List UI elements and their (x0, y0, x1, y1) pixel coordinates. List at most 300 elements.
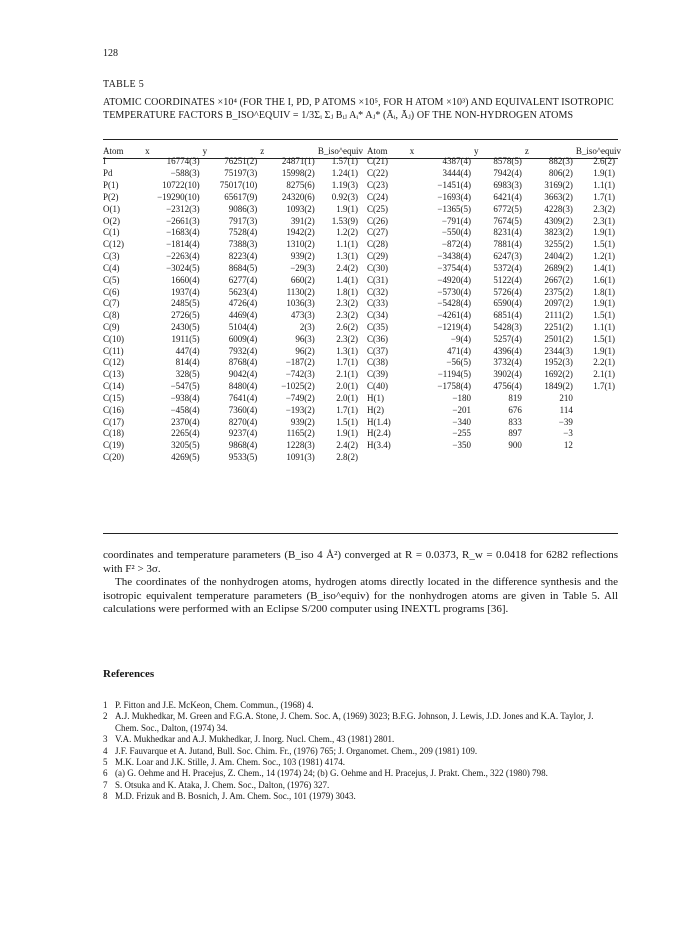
table-cell: 2.3(2) (336, 310, 358, 321)
table-cell: 65617(9) (224, 191, 258, 202)
table-cell: 1.9(1) (336, 203, 358, 214)
table-cell: 2.3(2) (336, 298, 358, 309)
reference-item (103, 780, 618, 791)
table-cell: I (103, 156, 106, 167)
table-cell: 8231(4) (493, 227, 522, 238)
column-header: Atom (367, 146, 388, 156)
table-cell: 391(2) (290, 215, 315, 226)
table-cell: C(12) (103, 357, 124, 368)
table-cell: C(17) (103, 416, 124, 427)
table-caption: ATOMIC COORDINATES ×10⁴ (FOR THE I, PD, P ATOMS ×10⁵, FOR H ATOM ×10³) AND EQUIVALENT ISOTROPIC TEMPERATURE FACTORS B_ISO^EQUIV = 1/3Σᵢ Σⱼ Bᵢⱼ Aᵢ* Aⱼ* (Āᵢ, Āⱼ) OF THE NON-HYDROGEN ATOMS (103, 97, 614, 121)
table-cell: −1194(5) (437, 369, 471, 380)
reference-text: M.D. Frizuk and B. Bosnich, J. Am. Chem. Soc., 101 (1979) 3043. (115, 791, 356, 802)
table-cell: −56(5) (446, 357, 471, 368)
table-cell: 1.53(9) (331, 215, 358, 226)
table-cell (576, 428, 618, 440)
reference-text: P. Fitton and J.E. McKeon, Chem. Commun., (1968) 4. (115, 700, 314, 710)
table-cell: −5730(4) (437, 286, 471, 297)
table-cell: 2097(2) (544, 298, 573, 309)
table-row (103, 262, 618, 274)
table-cell: −938(4) (170, 392, 200, 403)
table-cell (525, 452, 576, 464)
table-cell: 897 (508, 428, 522, 439)
table-cell: 1.5(1) (593, 310, 615, 321)
table-cell: 7674(5) (493, 215, 522, 226)
table-cell: C(24) (367, 191, 388, 202)
table-cell: 2251(2) (544, 322, 573, 332)
table-cell: H(1) (367, 392, 384, 403)
table-cell: 4756(4) (493, 381, 522, 392)
table-cell: −1025(2) (281, 381, 315, 392)
table-row (103, 322, 618, 334)
table-cell: H(2.4) (367, 428, 391, 439)
table-row (103, 416, 618, 428)
table-cell: 1.8(1) (593, 286, 615, 297)
table-cell: 1.7(1) (593, 191, 615, 202)
table-cell: C(9) (103, 322, 120, 332)
table-cell: 75017(10) (219, 180, 258, 191)
table-cell: 1.24(1) (331, 168, 358, 179)
table-cell: 2265(4) (171, 428, 200, 439)
table-cell: −1365(5) (437, 203, 471, 214)
table-cell: C(8) (103, 310, 120, 321)
reference-number: 4 (103, 745, 108, 756)
table-cell: −2661(3) (166, 215, 200, 226)
table-cell: 6421(4) (493, 191, 522, 202)
table-cell: 2501(2) (544, 333, 573, 344)
table-row (103, 357, 618, 369)
table-cell: −340 (452, 416, 471, 427)
table-cell: C(22) (367, 168, 388, 179)
table-row (103, 393, 618, 405)
table-cell: 1692(2) (544, 369, 573, 380)
table-cell: 9042(4) (228, 369, 258, 380)
table-cell: 4726(4) (228, 298, 258, 309)
reference-number: 6 (103, 768, 108, 779)
table-cell: 1.1(1) (593, 322, 615, 332)
table-cell: −550(4) (441, 227, 471, 238)
table-cell: C(14) (103, 381, 124, 392)
table-cell: 900 (508, 440, 522, 451)
table-cell: 1228(3) (286, 440, 315, 451)
table-cell: 9868(4) (228, 440, 258, 451)
table-row (103, 381, 618, 393)
table-cell: C(27) (367, 227, 388, 238)
table-cell: 8223(4) (228, 251, 258, 262)
table-cell: 2485(5) (171, 298, 200, 309)
table-cell: 806(2) (548, 168, 573, 179)
table-cell: 471(4) (446, 345, 471, 356)
table-row (103, 239, 618, 251)
table-cell: 1.5(1) (336, 416, 358, 427)
table-cell: −1683(4) (166, 227, 200, 238)
table-cell: C(39) (367, 369, 388, 380)
table-cell: 2430(5) (171, 322, 200, 332)
table-cell: 75197(3) (224, 168, 258, 179)
table-cell: C(23) (367, 180, 388, 191)
table-cell: 1660(4) (171, 274, 200, 285)
table-cell: 1.3(1) (336, 345, 358, 356)
table-cell: 9533(5) (228, 452, 258, 463)
table-row (103, 452, 618, 464)
table-cell: 1093(2) (286, 203, 315, 214)
table-cell: −201 (452, 404, 471, 415)
table-cell: 6983(3) (493, 180, 522, 191)
table-cell: 2667(2) (544, 274, 573, 285)
table-row (103, 310, 618, 322)
table-cell: −39 (558, 416, 573, 427)
table-cell: −5428(4) (437, 298, 471, 309)
table-cell: 1130(2) (286, 286, 315, 297)
table-cell: 4469(4) (228, 310, 258, 321)
table-cell: P(1) (103, 180, 119, 191)
table-cell: 2726(5) (171, 310, 200, 321)
column-header: y (473, 146, 479, 156)
table-cell: H(3.4) (367, 440, 391, 451)
reference-text: M.K. Loar and J.K. Stille, J. Am. Chem. Soc., 103 (1981) 4174. (115, 757, 345, 768)
body-paragraph: coordinates and temperature parameters (B_iso 4 Å²) converged at R = 0.0373, R_w = 0.0418 for 6282 reflections with F² > 3σ. (103, 549, 618, 575)
table-cell: −3754(4) (437, 262, 471, 273)
table-cell: 76251(2) (224, 156, 258, 167)
table-cell: −1814(4) (166, 239, 200, 250)
table-row (103, 345, 618, 357)
table-cell: 1.2(1) (593, 251, 615, 262)
table-cell: 4269(5) (171, 452, 200, 463)
table-cell: H(1.4) (367, 416, 391, 427)
table-cell: 3823(2) (544, 227, 573, 238)
reference-item (103, 791, 618, 802)
table-row (103, 298, 618, 310)
table-cell: 1.8(1) (336, 286, 358, 297)
table-cell: C(12) (103, 239, 124, 250)
table-cell: 2.3(2) (336, 333, 358, 344)
page-number: 128 (103, 48, 118, 59)
table-cell: 660(2) (290, 274, 315, 285)
table-cell: −19290(10) (157, 191, 200, 202)
table-cell: −749(2) (285, 392, 315, 403)
table-cell: 1937(4) (171, 286, 200, 297)
table-cell: C(3) (103, 251, 120, 262)
table-cell: 7881(4) (493, 239, 522, 250)
table-cell: 1849(2) (544, 381, 573, 392)
table-cell (361, 452, 410, 464)
table-cell: 1.5(1) (593, 333, 615, 344)
table-header-row (103, 142, 618, 156)
table-cell: 328(5) (175, 369, 200, 380)
reference-item (103, 734, 618, 745)
table-cell: 6277(4) (228, 274, 258, 285)
table-cell: 5104(4) (228, 322, 258, 332)
table-cell: 2.4(2) (336, 262, 358, 273)
table-cell: −187(2) (285, 357, 315, 368)
reference-item (103, 700, 618, 711)
table-cell: 1.9(1) (593, 298, 615, 309)
table-cell (474, 452, 525, 464)
table-cell: 833 (508, 416, 522, 427)
table-cell: 2.1(1) (593, 369, 615, 380)
table-row (103, 203, 618, 215)
table-cell: −350 (452, 440, 471, 451)
table-cell: C(32) (367, 286, 388, 297)
table-cell: 2375(2) (544, 286, 573, 297)
table-cell: −9(4) (450, 333, 471, 344)
table-cell: −180 (452, 392, 471, 403)
table-top-rule (103, 139, 618, 140)
table-row (103, 227, 618, 239)
reference-number: 5 (103, 757, 108, 768)
table-cell: 5257(4) (493, 333, 522, 344)
reference-item (103, 757, 618, 768)
table-cell: 7641(4) (228, 392, 258, 403)
reference-number: 3 (103, 734, 108, 745)
table-cell: −458(4) (170, 404, 200, 415)
table-row (103, 428, 618, 440)
table-cell: 1.19(3) (331, 180, 358, 191)
table-cell: 939(2) (290, 251, 315, 262)
reference-item (103, 768, 618, 779)
reference-text: (a) G. Oehme and H. Pracejus, Z. Chem., 14 (1974) 24; (b) G. Oehme and H. Pracejus, J. Prakt. Chem., 322 (1980) 798. (115, 768, 548, 779)
column-header: z (524, 146, 529, 156)
table-label: TABLE 5 (103, 79, 145, 90)
table-cell: 1.57(1) (331, 156, 358, 167)
table-cell: 9086(3) (228, 203, 258, 214)
body-text (103, 549, 618, 617)
table-cell: 1.1(1) (336, 239, 358, 250)
table-cell: 2.6(2) (336, 322, 358, 332)
table-cell: −1219(4) (437, 322, 471, 332)
table-bottom-rule (103, 533, 618, 534)
table-cell: 2.0(1) (336, 381, 358, 392)
atomic-coordinates-table (103, 142, 622, 464)
table-cell: 473(3) (290, 310, 315, 321)
table-cell: −1693(4) (437, 191, 471, 202)
table-cell: C(38) (367, 357, 388, 368)
table-cell: 5726(4) (493, 286, 522, 297)
table-cell: −1758(4) (437, 381, 471, 392)
table-cell: C(34) (367, 310, 388, 321)
table-cell: 24871(1) (281, 156, 315, 167)
column-header: x (409, 146, 415, 156)
table-cell: 939(2) (290, 416, 315, 427)
table-cell: 814(4) (175, 357, 200, 368)
table-cell: 6009(4) (228, 333, 258, 344)
table-cell: −742(3) (285, 369, 315, 380)
table-cell: 1.6(1) (593, 274, 615, 285)
table-cell: 2.3(1) (593, 215, 615, 226)
table-cell: 9237(4) (228, 428, 258, 439)
table-cell: 1.4(1) (593, 262, 615, 273)
table-cell: C(20) (103, 452, 124, 463)
table-cell: 1.7(1) (336, 404, 358, 415)
table-cell: 5372(4) (493, 262, 522, 273)
table-cell: 1.1(1) (593, 180, 615, 191)
table-cell: −4261(4) (437, 310, 471, 321)
reference-text: S. Otsuka and K. Ataka, J. Chem. Soc., Dalton, (1976) 327. (115, 779, 330, 790)
table-cell: 2.8(2) (336, 452, 358, 463)
table-cell (576, 452, 618, 464)
table-cell: 5623(4) (228, 286, 258, 297)
table-cell: 1.2(2) (336, 227, 358, 238)
table-cell: 1.9(1) (593, 227, 615, 238)
table-cell: 1.7(1) (593, 381, 615, 392)
table-cell: C(19) (103, 440, 124, 451)
table-cell: C(35) (367, 322, 388, 332)
table-cell: 1.9(1) (593, 345, 615, 356)
table-cell (576, 416, 618, 428)
table-cell: 2111(2) (545, 310, 573, 321)
table-cell: −255 (452, 428, 471, 439)
table-cell: P(2) (103, 191, 119, 202)
reference-number: 7 (103, 779, 108, 790)
table-cell: 6772(5) (493, 203, 522, 214)
table-cell: 4396(4) (493, 345, 522, 356)
reference-item (103, 711, 618, 734)
table-cell: −872(4) (441, 239, 471, 250)
table-cell: 1.9(1) (336, 428, 358, 439)
table-cell: C(1) (103, 227, 120, 238)
table-cell: C(15) (103, 392, 124, 403)
table-cell: 7360(4) (228, 404, 258, 415)
table-cell: 5122(4) (493, 274, 522, 285)
table-cell: 2370(4) (171, 416, 200, 427)
reference-number: 2 (103, 711, 108, 722)
table-cell: 3169(2) (544, 180, 573, 191)
reference-text: J.F. Fauvarque et A. Jutand, Bull. Soc. Chim. Fr., (1976) 765; J. Organomet. Chem., 209 (1981) 109. (115, 745, 478, 756)
table-cell: 2.2(1) (593, 357, 615, 368)
table-cell: C(29) (367, 251, 388, 262)
table-cell: 1.7(1) (336, 357, 358, 368)
table-cell: 2.1(1) (336, 369, 358, 380)
table-cell: 6851(4) (493, 310, 522, 321)
column-header: B_iso^equiv (317, 146, 364, 156)
table-cell: 15998(2) (281, 168, 315, 179)
references-heading: References (103, 668, 155, 680)
table-cell: 7917(3) (228, 215, 258, 226)
table-cell: 2.4(2) (336, 440, 358, 451)
column-header: y (202, 146, 208, 156)
table-cell: −3024(5) (166, 262, 200, 273)
table-cell: 2.3(2) (593, 203, 615, 214)
table-row (103, 180, 618, 192)
table-row (103, 168, 618, 180)
table-cell: 96(2) (295, 345, 315, 356)
table-cell: −588(3) (170, 168, 200, 179)
table-row (103, 440, 618, 452)
table-cell: C(31) (367, 274, 388, 285)
table-cell: 676 (508, 404, 522, 415)
table-cell: 2344(3) (544, 345, 573, 356)
table-cell: 8578(5) (493, 156, 522, 167)
table-cell (576, 404, 618, 416)
table-cell: C(4) (103, 262, 120, 273)
table-cell: Pd (103, 168, 113, 179)
table-cell: 882(3) (548, 156, 573, 167)
table-cell: C(25) (367, 203, 388, 214)
table-cell: C(36) (367, 333, 388, 344)
table-cell: −1451(4) (437, 180, 471, 191)
table-row (103, 274, 618, 286)
table-cell: 24320(6) (281, 191, 315, 202)
table-cell (410, 452, 474, 464)
reference-text: A.J. Mukhedkar, M. Green and F.G.A. Stone, J. Chem. Soc. A, (1969) 3023; B.F.G. Johnson, J. Lewis, J.D. Jones and K.A. Taylor, J. Chem. Soc., Dalton, (1974) 34. (115, 711, 594, 733)
table-cell: 3732(4) (493, 357, 522, 368)
table-cell: C(30) (367, 262, 388, 273)
table-cell: 1165(2) (286, 428, 315, 439)
column-header: Atom (103, 146, 124, 156)
table-row (103, 251, 618, 263)
table-cell: 6247(3) (493, 251, 522, 262)
table-cell: 10722(10) (162, 180, 200, 191)
table-cell: 7528(4) (228, 227, 258, 238)
table-cell: 114 (559, 404, 573, 415)
table-cell: 1310(2) (286, 239, 315, 250)
table-row (103, 369, 618, 381)
table-cell: 0.92(3) (331, 191, 358, 202)
table-cell: −2263(4) (166, 251, 200, 262)
column-header: x (145, 146, 150, 156)
table-row (103, 156, 618, 168)
table-cell: 1091(3) (286, 452, 315, 463)
table-cell: C(26) (367, 215, 388, 226)
table-row (103, 404, 618, 416)
table-cell: −4920(4) (437, 274, 471, 285)
table-cell: C(6) (103, 286, 120, 297)
table-cell: 7942(4) (493, 168, 522, 179)
table-cell: 6590(4) (493, 298, 522, 309)
table-cell: 1911(5) (171, 333, 200, 344)
table-cell: 1036(3) (286, 298, 315, 309)
table-cell: 2(3) (299, 322, 315, 332)
table-cell: 8768(4) (228, 357, 258, 368)
table-cell: C(10) (103, 333, 124, 344)
reference-number: 1 (103, 700, 108, 710)
table-cell (576, 393, 618, 405)
table-cell: 819 (508, 392, 522, 403)
table-cell: C(33) (367, 298, 388, 309)
table-cell: 5428(3) (493, 322, 522, 332)
table-cell: C(11) (103, 345, 124, 356)
table-cell: 3205(5) (171, 440, 200, 451)
table-cell: 2.6(2) (593, 156, 615, 167)
table-cell: 3663(2) (544, 191, 573, 202)
reference-item (103, 746, 618, 757)
table-row (103, 191, 618, 203)
table-cell: −3 (563, 428, 573, 439)
table-cell: C(18) (103, 428, 124, 439)
table-cell: 4309(2) (544, 215, 573, 226)
table-cell: C(16) (103, 404, 124, 415)
table-cell: −29(3) (290, 262, 315, 273)
table-cell: 3444(4) (442, 168, 471, 179)
table-cell: 7932(4) (228, 345, 258, 356)
table-cell: 210 (559, 392, 573, 403)
table-cell: 8684(5) (228, 262, 258, 273)
table-cell: 8270(4) (228, 416, 258, 427)
table-row (103, 215, 618, 227)
table-cell: H(2) (367, 404, 384, 415)
table-row (103, 333, 618, 345)
table-cell: C(7) (103, 298, 120, 309)
table-cell: 3255(2) (544, 239, 573, 250)
table-cell: 16774(3) (166, 156, 200, 167)
table-cell: C(28) (367, 239, 388, 250)
reference-text: V.A. Mukhedkar and A.J. Mukhedkar, J. Inorg. Nucl. Chem., 43 (1981) 2801. (115, 734, 395, 745)
table-cell: −791(4) (441, 215, 471, 226)
column-header: z (260, 146, 265, 156)
table-cell: 1942(2) (286, 227, 315, 238)
table-cell: −193(2) (285, 404, 315, 415)
table-cell: 447(4) (175, 345, 200, 356)
